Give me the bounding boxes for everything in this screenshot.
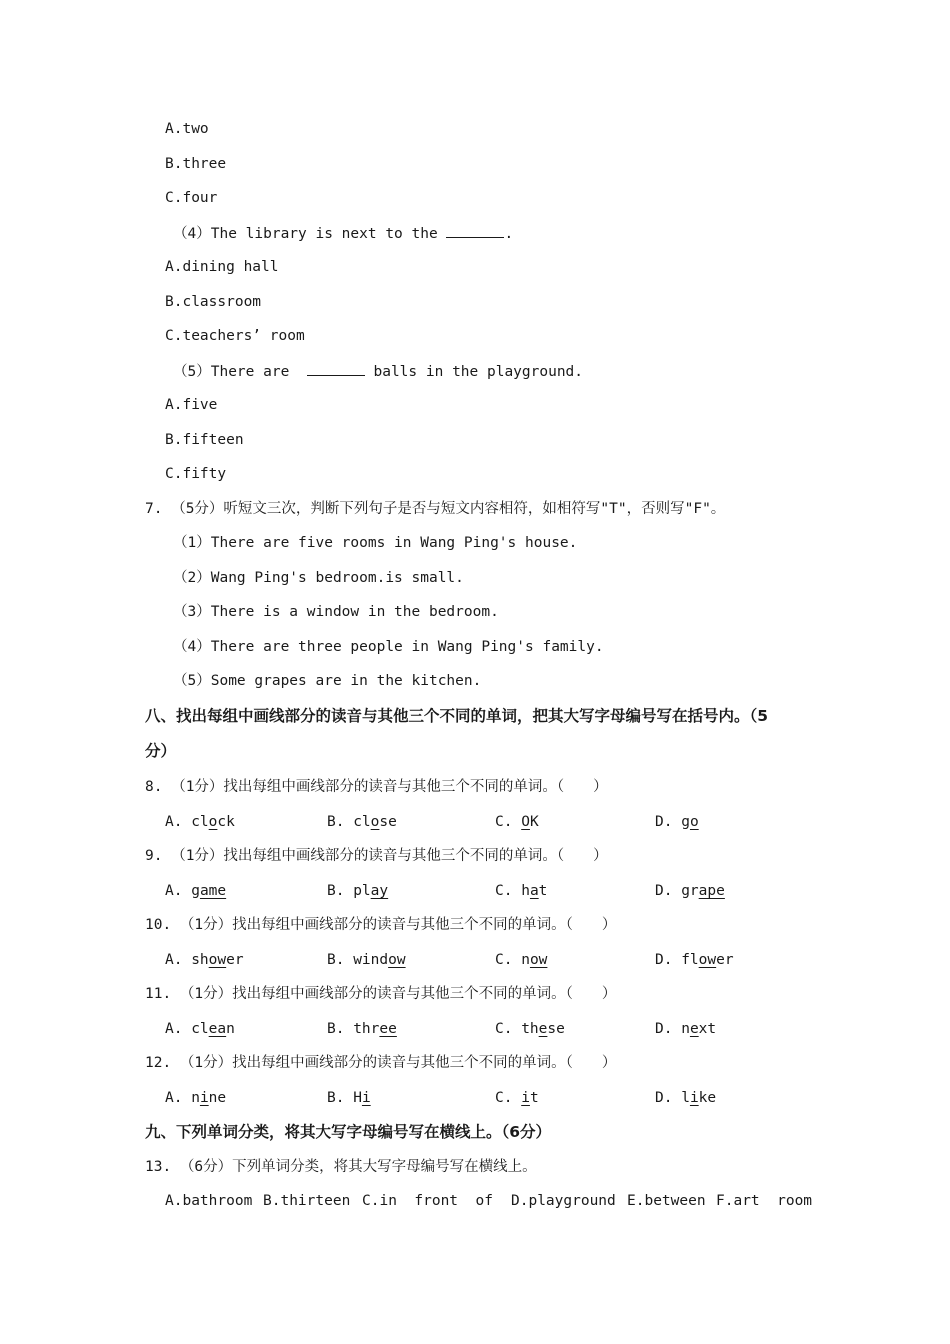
option-letter: A. — [165, 952, 192, 968]
word-part: se — [547, 1021, 565, 1037]
underlined-letters: ow — [208, 952, 227, 968]
underlined-letters: ame — [199, 883, 227, 899]
section9-heading: 九、下列单词分类，将其大写字母编号写在横线上。（6分） — [145, 1123, 552, 1141]
option-letter: C. — [495, 883, 522, 899]
q6-3-option-a: A.two — [165, 121, 209, 137]
q7-item-4: （4）There are three people in Wang Ping's family. — [173, 639, 604, 655]
q12-option-d — [655, 1088, 716, 1108]
q6-5-option-a: A.five — [165, 397, 218, 413]
underlined-letters: i — [689, 1090, 699, 1106]
q7-item-5: （5）Some grapes are in the kitchen. — [173, 673, 482, 689]
q13-word-b: B.thirteen — [263, 1193, 351, 1209]
q13-word-d: D.playground — [511, 1193, 616, 1209]
word-part: g — [681, 814, 690, 830]
word-part: K — [529, 814, 539, 830]
q13-word-c: C.in front of — [362, 1193, 493, 1209]
underlined-letters: o — [370, 814, 380, 830]
underlined-letters: i — [521, 1090, 530, 1106]
word-part: er — [226, 952, 244, 968]
word-part: xt — [698, 1021, 717, 1037]
answer-blank — [307, 361, 365, 376]
word-part: cl — [191, 814, 209, 830]
word-part: l — [681, 1090, 690, 1106]
option-letter: B. — [327, 1021, 354, 1037]
q6-4-option-a: A.dining hall — [165, 259, 279, 275]
underlined-letters: ee — [379, 1021, 397, 1037]
option-letter: C. — [495, 952, 522, 968]
q10-option-a — [165, 950, 244, 970]
option-letter: B. — [327, 883, 354, 899]
q11-stem: 11. （1分）找出每组中画线部分的读音与其他三个不同的单词。（ ） — [145, 986, 617, 1002]
q6-5-option-c: C.fifty — [165, 466, 227, 482]
q9-option-b — [327, 881, 388, 901]
q7-stem: 7. （5分）听短文三次，判断下列句子是否与短文内容相符，如相符写"T"，否则写"F"。 — [145, 501, 726, 517]
section8-heading-cont: 分） — [145, 742, 177, 760]
q10-stem: 10. （1分）找出每组中画线部分的读音与其他三个不同的单词。（ ） — [145, 917, 617, 933]
option-letter: A. — [165, 814, 192, 830]
q9-option-d — [655, 881, 725, 901]
option-letter: A. — [165, 1021, 192, 1037]
underlined-letters: ay — [370, 883, 389, 899]
q8-option-a — [165, 812, 235, 832]
word-part: n — [681, 1021, 690, 1037]
q13-word-f: F.art room — [716, 1193, 813, 1209]
q11-option-c — [495, 1019, 565, 1039]
q8-option-d — [655, 812, 699, 832]
q11-option-b — [327, 1019, 397, 1039]
underlined-letters: o — [689, 814, 699, 830]
q11-option-d — [655, 1019, 716, 1039]
q10-option-c — [495, 950, 547, 970]
option-letter: D. — [655, 883, 682, 899]
underlined-letters: e — [538, 1021, 548, 1037]
word-part: h — [521, 883, 530, 899]
q10-option-b — [327, 950, 406, 970]
q12-stem: 12. （1分）找出每组中画线部分的读音与其他三个不同的单词。（ ） — [145, 1055, 617, 1071]
underlined-letters: i — [361, 1090, 371, 1106]
option-letter: D. — [655, 814, 682, 830]
underlined-letters: O — [521, 814, 530, 830]
option-letter: A. — [165, 883, 192, 899]
underlined-letters: o — [208, 814, 218, 830]
word-part: th — [521, 1021, 539, 1037]
q9-option-c — [495, 881, 547, 901]
word-part: t — [529, 1090, 539, 1106]
option-letter: A. — [165, 1090, 192, 1106]
word-part: ke — [698, 1090, 717, 1106]
word-part: ne — [208, 1090, 227, 1106]
q6-3-option-b: B.three — [165, 156, 227, 172]
section8-heading: 八、找出每组中画线部分的读音与其他三个不同的单词，把其大写字母编号写在括号内。（5 — [145, 707, 769, 725]
word-part: gr — [681, 883, 699, 899]
q11-option-a — [165, 1019, 235, 1039]
option-letter: D. — [655, 1021, 682, 1037]
q12-option-a — [165, 1088, 226, 1108]
option-letter: D. — [655, 1090, 682, 1106]
q7-item-2: （2）Wang Ping's bedroom.is small. — [173, 570, 464, 586]
option-letter: B. — [327, 952, 354, 968]
q6-4-option-c: C.teachers’ room — [165, 328, 305, 344]
word-part: cl — [191, 1021, 209, 1037]
underlined-letters: i — [199, 1090, 209, 1106]
word-part: g — [191, 883, 200, 899]
q8-option-b — [327, 812, 397, 832]
option-letter: C. — [495, 814, 522, 830]
word-part: cl — [353, 814, 371, 830]
q12-option-b — [327, 1088, 371, 1108]
word-part: n — [191, 1090, 200, 1106]
q6-5-option-b: B.fifteen — [165, 432, 244, 448]
word-part: er — [716, 952, 734, 968]
option-letter: D. — [655, 952, 682, 968]
q13-word-e: E.between — [627, 1193, 706, 1209]
q8-option-c — [495, 812, 539, 832]
q13-stem: 13. （6分）下列单词分类，将其大写字母编号写在横线上。 — [145, 1159, 537, 1175]
underlined-letters: ow — [529, 952, 548, 968]
q6-5-stem: （5）There are balls in the playground. — [173, 361, 583, 382]
option-letter: B. — [327, 814, 354, 830]
q6-4-option-b: B.classroom — [165, 294, 262, 310]
word-part: se — [379, 814, 397, 830]
option-letter: C. — [495, 1090, 522, 1106]
word-part: H — [353, 1090, 362, 1106]
q8-stem: 8. （1分）找出每组中画线部分的读音与其他三个不同的单词。（ ） — [145, 779, 608, 795]
q12-option-c — [495, 1088, 539, 1108]
word-part: n — [226, 1021, 235, 1037]
underlined-letters: ow — [388, 952, 406, 968]
underlined-letters: ape — [698, 883, 725, 899]
q7-item-3: （3）There is a window in the bedroom. — [173, 604, 499, 620]
word-part: fl — [681, 952, 699, 968]
underlined-letters: ow — [698, 952, 717, 968]
option-letter: B. — [327, 1090, 354, 1106]
underlined-letters: e — [689, 1021, 699, 1037]
option-letter: C. — [495, 1021, 522, 1037]
q9-option-a — [165, 881, 226, 901]
word-part: thr — [353, 1021, 380, 1037]
word-part: sh — [191, 952, 209, 968]
answer-blank — [446, 223, 504, 238]
word-part: wind — [353, 952, 389, 968]
word-part: ck — [217, 814, 235, 830]
word-part: n — [521, 952, 530, 968]
q6-4-stem: （4）The library is next to the . — [173, 223, 513, 244]
q13-word-a: A.bathroom — [165, 1193, 253, 1209]
underlined-letters: ea — [208, 1021, 227, 1037]
word-part: t — [538, 883, 548, 899]
q7-item-1: （1）There are five rooms in Wang Ping's house. — [173, 535, 578, 551]
underlined-letters: a — [529, 883, 539, 899]
q10-option-d — [655, 950, 734, 970]
q9-stem: 9. （1分）找出每组中画线部分的读音与其他三个不同的单词。（ ） — [145, 848, 608, 864]
word-part: pl — [353, 883, 371, 899]
q6-3-option-c: C.four — [165, 190, 218, 206]
